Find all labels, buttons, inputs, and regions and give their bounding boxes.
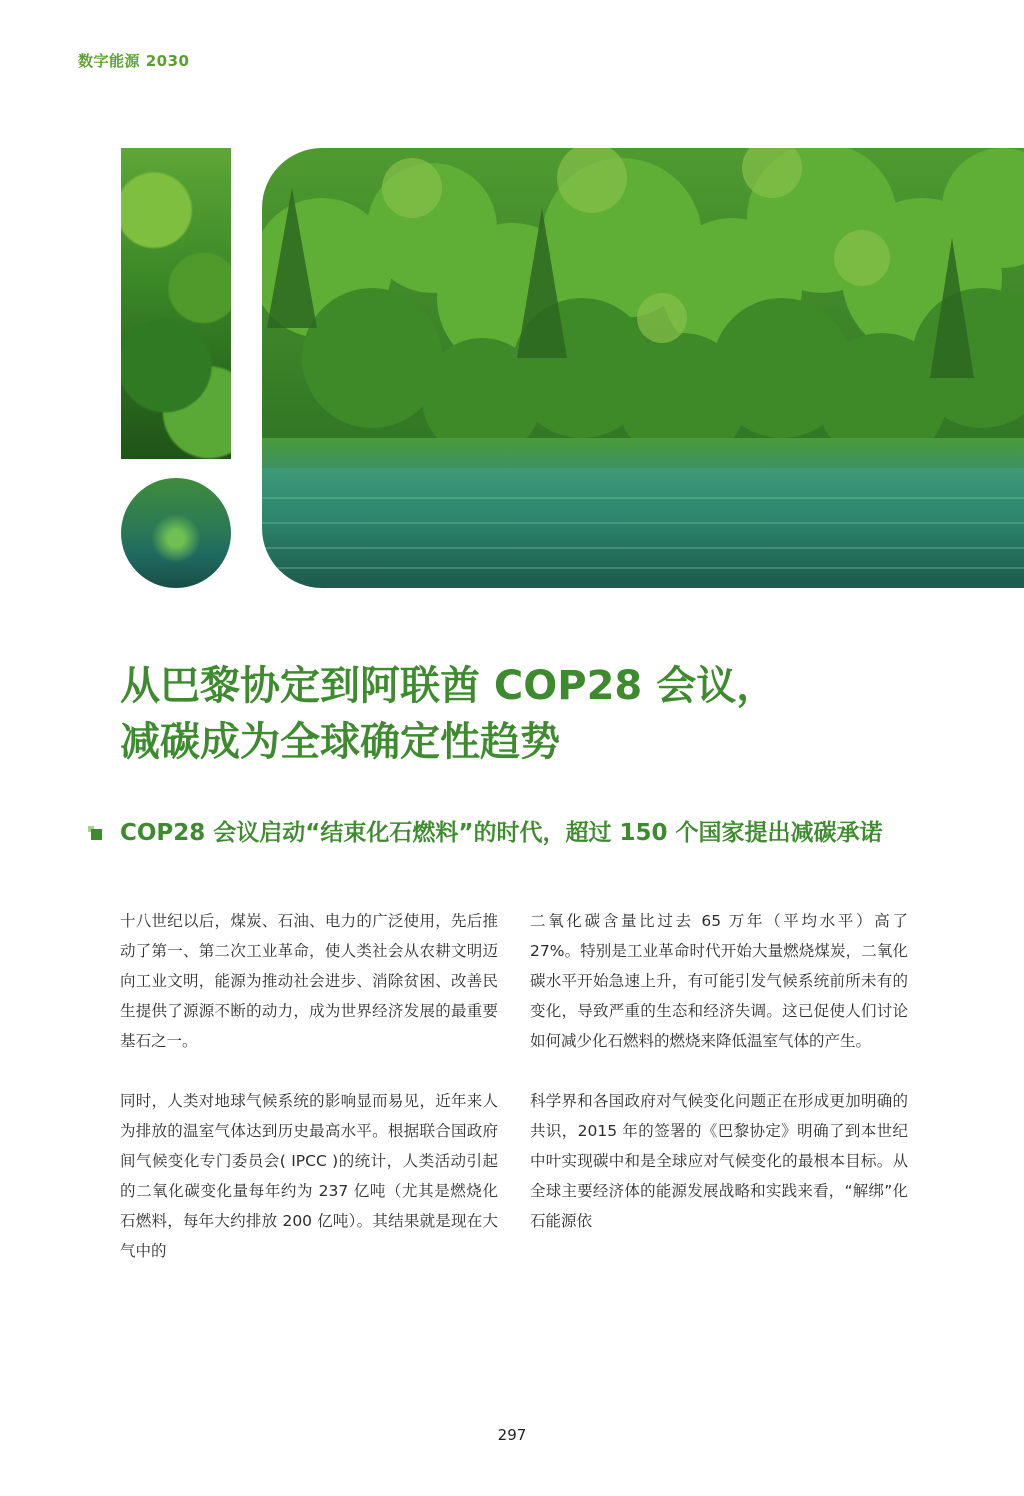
left-column — [120, 906, 498, 1296]
running-title: 数字能源 2030 — [78, 52, 190, 70]
forest-lake-photo — [262, 148, 1024, 588]
forest-photo-strip — [121, 148, 231, 459]
paragraph: 科学界和各国政府对气候变化问题正在形成更加明确的共识，2015 年的签署的《巴黎协定》明确了到本世纪中叶实现碳中和是全球应对气候变化的最根本目标。从全球主要经济体的能源发展战略和实践来看，“解绑”化石能源依 — [530, 1092, 908, 1230]
forest-lake-illustration — [262, 148, 1024, 588]
paragraph: 二氧化碳含量比过去 65 万年（平均水平）高了 27%。特别是工业革命时代开始大量燃烧煤炭，二氧化碳水平开始急速上升，有可能引发气候系统前所未有的变化，导致严重的生态和经济失调。这已促使人们讨论如何减少化石燃料的燃烧来降低温室气体的产生。 — [530, 912, 908, 1050]
square-bullet-icon — [88, 826, 102, 840]
paragraph: 同时，人类对地球气候系统的影响显而易见，近年来人为排放的温室气体达到历史最高水平。根据联合国政府间气候变化专门委员会( IPCC )的统计，人类活动引起的二氧化碳变化量每年约为 237 亿吨（尤其是燃烧化石燃料，每年大约排放 200 亿吨）。其结果就是现在大气中的 — [120, 1092, 498, 1260]
title-line-2: 减碳成为全球确定性趋势 — [120, 719, 560, 765]
section-subheading — [88, 818, 938, 849]
subheading-text: COP28 会议启动“结束化石燃料”的时代，超过 150 个国家提出减碳承诺 — [120, 820, 883, 846]
page-number: 297 — [497, 1426, 527, 1444]
right-column — [530, 906, 908, 1266]
article-title — [120, 658, 940, 770]
paragraph: 十八世纪以后，煤炭、石油、电力的广泛使用，先后推动了第一、第二次工业革命，使人类社会从农耕文明迈向工业文明，能源为推动社会进步、消除贫困、改善民生提供了源源不断的动力，成为世界经济发展的最重要基石之一。 — [120, 912, 498, 1050]
water-photo-circle — [121, 478, 231, 588]
title-line-1: 从巴黎协定到阿联酋 COP28 会议， — [120, 663, 777, 709]
